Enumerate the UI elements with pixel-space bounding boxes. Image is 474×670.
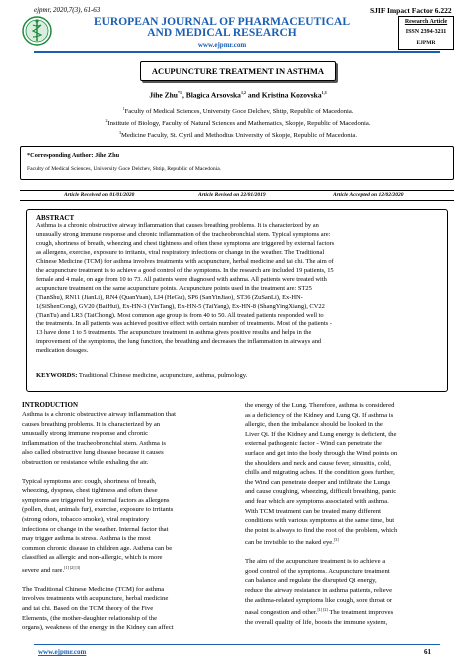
- abstract-line: 1(SiShenCong), GV20 (BaiHui), Ex-HN-3 (YinTang), Ex-HN-5 (TaiYang), Ex-HN-8 (ShangYingXiang), CV22: [36, 302, 325, 310]
- journal-name-line1: EUROPEAN JOURNAL OF PHARMACEUTICAL: [93, 16, 351, 28]
- intro-paragraph-2: [22, 477, 230, 576]
- corresponding-address: Faculty of Medical Sciences, University Goce Delchev, Shtip, Republic of Macedonia.: [27, 166, 222, 172]
- text-line: and fear which are symptoms associated with asthma.: [245, 497, 389, 505]
- journal-header: [22, 6, 452, 50]
- issn: ISSN 2394-3211: [405, 29, 447, 35]
- text-line: Asthma is a chronic obstructive airway inflammation that: [22, 411, 176, 418]
- text-line: the asthma-related symptoms like cough, sore throat or: [245, 596, 393, 604]
- abstract-line: cough, shortness of breath, wheezing and chest tightness and often these symptoms are triggered by external factors: [36, 239, 335, 247]
- text-line: the overall quality of life, boosts the immune system,: [245, 618, 388, 626]
- abstract-line: unusually strong immune response and chronic inflammation of the tracheobronchial stem. Typical symptoms are:: [36, 230, 331, 238]
- text-line: can balance and regulate the disrupted Qi energy,: [245, 577, 377, 585]
- body-paragraph-1: [245, 401, 453, 548]
- keywords-text: Traditional Chinese medicine, acupuncture, asthma, pulmology.: [77, 372, 248, 379]
- text-line: and tai chi. Based on the TCM theory of the Five: [22, 604, 154, 612]
- journal-website[interactable]: www.ejpmr.com: [197, 41, 247, 49]
- text-line: as a deficiency of the Kidney and Lung Qi. If asthma is: [245, 411, 394, 419]
- text-line: nasal congestion and other.[1] [2] The treatment improves: [245, 607, 394, 617]
- text-line: Typical symptoms are: cough, shortness of breath,: [22, 477, 157, 485]
- journal-name-line2: AND MEDICAL RESEARCH: [147, 27, 297, 39]
- abstract-box: [26, 209, 448, 392]
- text-line: inflammation of the tracheobronchial stem. Asthma is: [22, 439, 166, 447]
- abstract-line: as allergens, exercise, exposure to irritants, viral respiratory infections or change in the weather. The Traditional: [36, 248, 325, 256]
- date-accepted: Article Accepted on 12/02/2020: [333, 192, 404, 198]
- text-line: organs), weakness of the energy in the Kidney can affect: [22, 624, 174, 632]
- author-1-sup: *1: [177, 90, 182, 95]
- correspondence-box: [20, 146, 454, 180]
- abstract-line: Asthma is a chronic obstructive airway inflammation that causes breathing problems. It is characterized by an: [36, 222, 319, 229]
- abstract-line: (TianTu) and LR3 (TaiChong). Most common age group is from 40 to 50. All treated patients responded well to: [36, 311, 324, 319]
- author-2: Blagica Arsovska: [185, 90, 241, 100]
- journal-short: EJPMR: [416, 40, 436, 46]
- introduction-heading: INTRODUCTION: [22, 401, 79, 409]
- text-line: classified as allergic and non-allergic, which is more: [22, 554, 163, 562]
- text-line-last: can be invisible to the naked eye.[3]: [245, 537, 339, 547]
- text-line: good control of the symptoms. Acupuncture treatment: [245, 567, 390, 575]
- title-box: [140, 61, 336, 81]
- text-line: allergic, then the imbalance should be looked in the: [245, 421, 383, 429]
- text-line: also called obstructive lung disease because it causes: [22, 449, 164, 457]
- page-number: 61: [424, 648, 431, 656]
- text-line: reduce the airway resistance in asthma patients, relieve: [245, 586, 393, 594]
- header-rule: [34, 51, 440, 53]
- date-received: Article Received on 01/01/2020: [64, 192, 135, 198]
- impact-factor: SJIF Impact Factor 6.222: [370, 6, 452, 15]
- text-line: chills and migrating aches. If the condition goes further,: [245, 469, 395, 477]
- left-column: [22, 400, 230, 633]
- text-line: the energy of the Lung. Therefore, asthma is considered: [245, 402, 395, 409]
- text-line-last: severe and rare.[1] [2] [3]: [22, 564, 81, 575]
- text-line: surface and get into the body through the Wind points on: [245, 449, 398, 457]
- intro-paragraph-1: [22, 410, 230, 468]
- affiliation-2: $^2$Institute of Biology, Faculty of Natural Sciences and Mathematics, Skopje, Republic of Macedonia.: [105, 118, 371, 128]
- text-line: symptoms are triggered by external factors as allergens: [22, 496, 170, 504]
- abstract-line: acupuncture treatment on the same acupuncture points. Acupuncture points used in the treatment are: ST25: [36, 284, 312, 292]
- citation-ref[interactable]: [1] [2] [3]: [64, 564, 81, 570]
- authors: [40, 90, 436, 100]
- date-revised: Article Revised on 22/01/2019: [198, 192, 266, 198]
- text-line: Elements, (the mother-daughter relationship of the: [22, 614, 158, 622]
- dates-rule-top: [20, 190, 454, 191]
- text-line: (strong odors, tobacco smoke), viral respiratory: [22, 515, 150, 523]
- text-line: wheezing, dyspnea, chest tightness and often these: [22, 487, 158, 495]
- intro-paragraph-3: [22, 585, 230, 633]
- citation: ejpmr, 2020,7(3), 61-63: [34, 6, 101, 14]
- author-3: Kristina Kozovska: [261, 90, 322, 100]
- text-line: the shoulders and neck and cause fever, sinusitis, cold,: [245, 459, 391, 467]
- citation-ref[interactable]: [1] [2]: [317, 607, 328, 613]
- abstract-line: medication dosages.: [36, 347, 89, 355]
- journal-name: [92, 17, 352, 39]
- text-line: and cause coughing, wheezing, difficult breathing, panic: [245, 488, 397, 496]
- body-paragraph-2: [245, 557, 453, 627]
- text-line: external pathogenic factor - Wind can penetrate the: [245, 440, 382, 448]
- text-line: causes breathing problems. It is characterized by an: [22, 420, 161, 428]
- text-line: obstruction or resistance while exhaling the air.: [22, 458, 149, 466]
- text-line: common chronic disease in children age. Asthma can be: [22, 544, 173, 552]
- abstract-line: the treatments. In all patients was achieved positive effect with certain number of treatments. Most of the patients -: [36, 320, 332, 328]
- author-sep-2: and: [245, 90, 262, 100]
- affiliation-3: $^3$Medicine Faculty, St. Cyril and Methodius University of Skopje, Republic of Macedonia.: [119, 130, 357, 140]
- citation-ref[interactable]: [3]: [333, 537, 339, 543]
- article-type: Research Article: [404, 19, 448, 25]
- text-line: The aim of the acupuncture treatment is to achieve a: [245, 558, 386, 566]
- text-line: Liver Qi. If the Kidney and Lung energy is deficient, the: [245, 430, 397, 438]
- keywords-label: KEYWORDS:: [36, 372, 78, 379]
- article-info-box: [398, 16, 454, 50]
- abstract-line: 13 have done 1 to 5 treatments. The acupuncture treatment in asthma gives positive results and helps in the: [36, 329, 312, 337]
- text-line: unusually strong immune response and chronic: [22, 430, 149, 438]
- author-2-sup: 1,2: [240, 90, 246, 95]
- abstract-line: the acupuncture treatment is to achieve a good control of the symptoms. In the research are included 19 patients, 15: [36, 266, 334, 274]
- footer-rule: [34, 644, 440, 645]
- affiliation-1: $^1$Faculty of Medical Sciences, University Goce Delchev, Shtip, Republic of Macedonia.: [122, 106, 354, 116]
- article-title: ACUPUNCTURE TREATMENT IN ASTHMA: [151, 66, 325, 76]
- text-line: the point is always to find the root of the problem, which: [245, 526, 398, 534]
- text-line: conditions with various symptoms at the same time, but: [245, 517, 395, 525]
- text-line: The Traditional Chinese Medicine (TCM) for asthma: [22, 585, 165, 593]
- footer-website[interactable]: www.ejpmr.com: [38, 648, 87, 656]
- author-3-sup: 1,3: [321, 90, 327, 95]
- text-line: (pollen, dust, animals fur), exercise, exposure to irritants: [22, 506, 174, 514]
- keywords: [36, 372, 440, 379]
- text-line: With TCM treatment can be treated many different: [245, 507, 381, 515]
- abstract-text: [36, 222, 440, 356]
- abstract-line: Chinese Medicine (TCM) for asthma involves treatments with acupuncture, herbal medicine and tai chi. The aim of: [36, 257, 334, 265]
- author-1: Jihe Zhu: [149, 90, 178, 100]
- affiliations: [20, 104, 456, 141]
- right-column: [245, 400, 453, 628]
- abstract-heading: ABSTRACT: [36, 214, 75, 222]
- abstract-line: improvement of the symptoms, the lung function, the breathing and decreases the inflammation in airways and: [36, 338, 322, 346]
- text-line: infections or change in the weather. Internal factor that: [22, 525, 169, 533]
- author-sep-1: ,: [181, 90, 186, 100]
- abstract-line: (TianShu), RN11 (JianLi), RN4 (QuanYuan), LI4 (HeGu), SP6 (SanYinJiao), ST36 (ZuSanLi), Ex-HN-: [36, 293, 303, 301]
- dates-rule-bottom: [20, 200, 454, 201]
- caduceus-logo-icon: [22, 16, 52, 46]
- corresponding-author: *Corresponding Author: Jihe Zhu: [27, 152, 120, 159]
- journal-logo: [22, 16, 52, 46]
- text-line: may trigger asthma is stress. Asthma is the most: [22, 535, 151, 543]
- abstract-line: female and 4 male, on age from 10 to 73. All patients were diagnosed with asthma. All patients were treated with: [36, 275, 327, 283]
- text-line: involves treatments with acupuncture, herbal medicine: [22, 595, 169, 603]
- text-line: the Wind can penetrate deeper and infiltrate the Lungs: [245, 478, 391, 486]
